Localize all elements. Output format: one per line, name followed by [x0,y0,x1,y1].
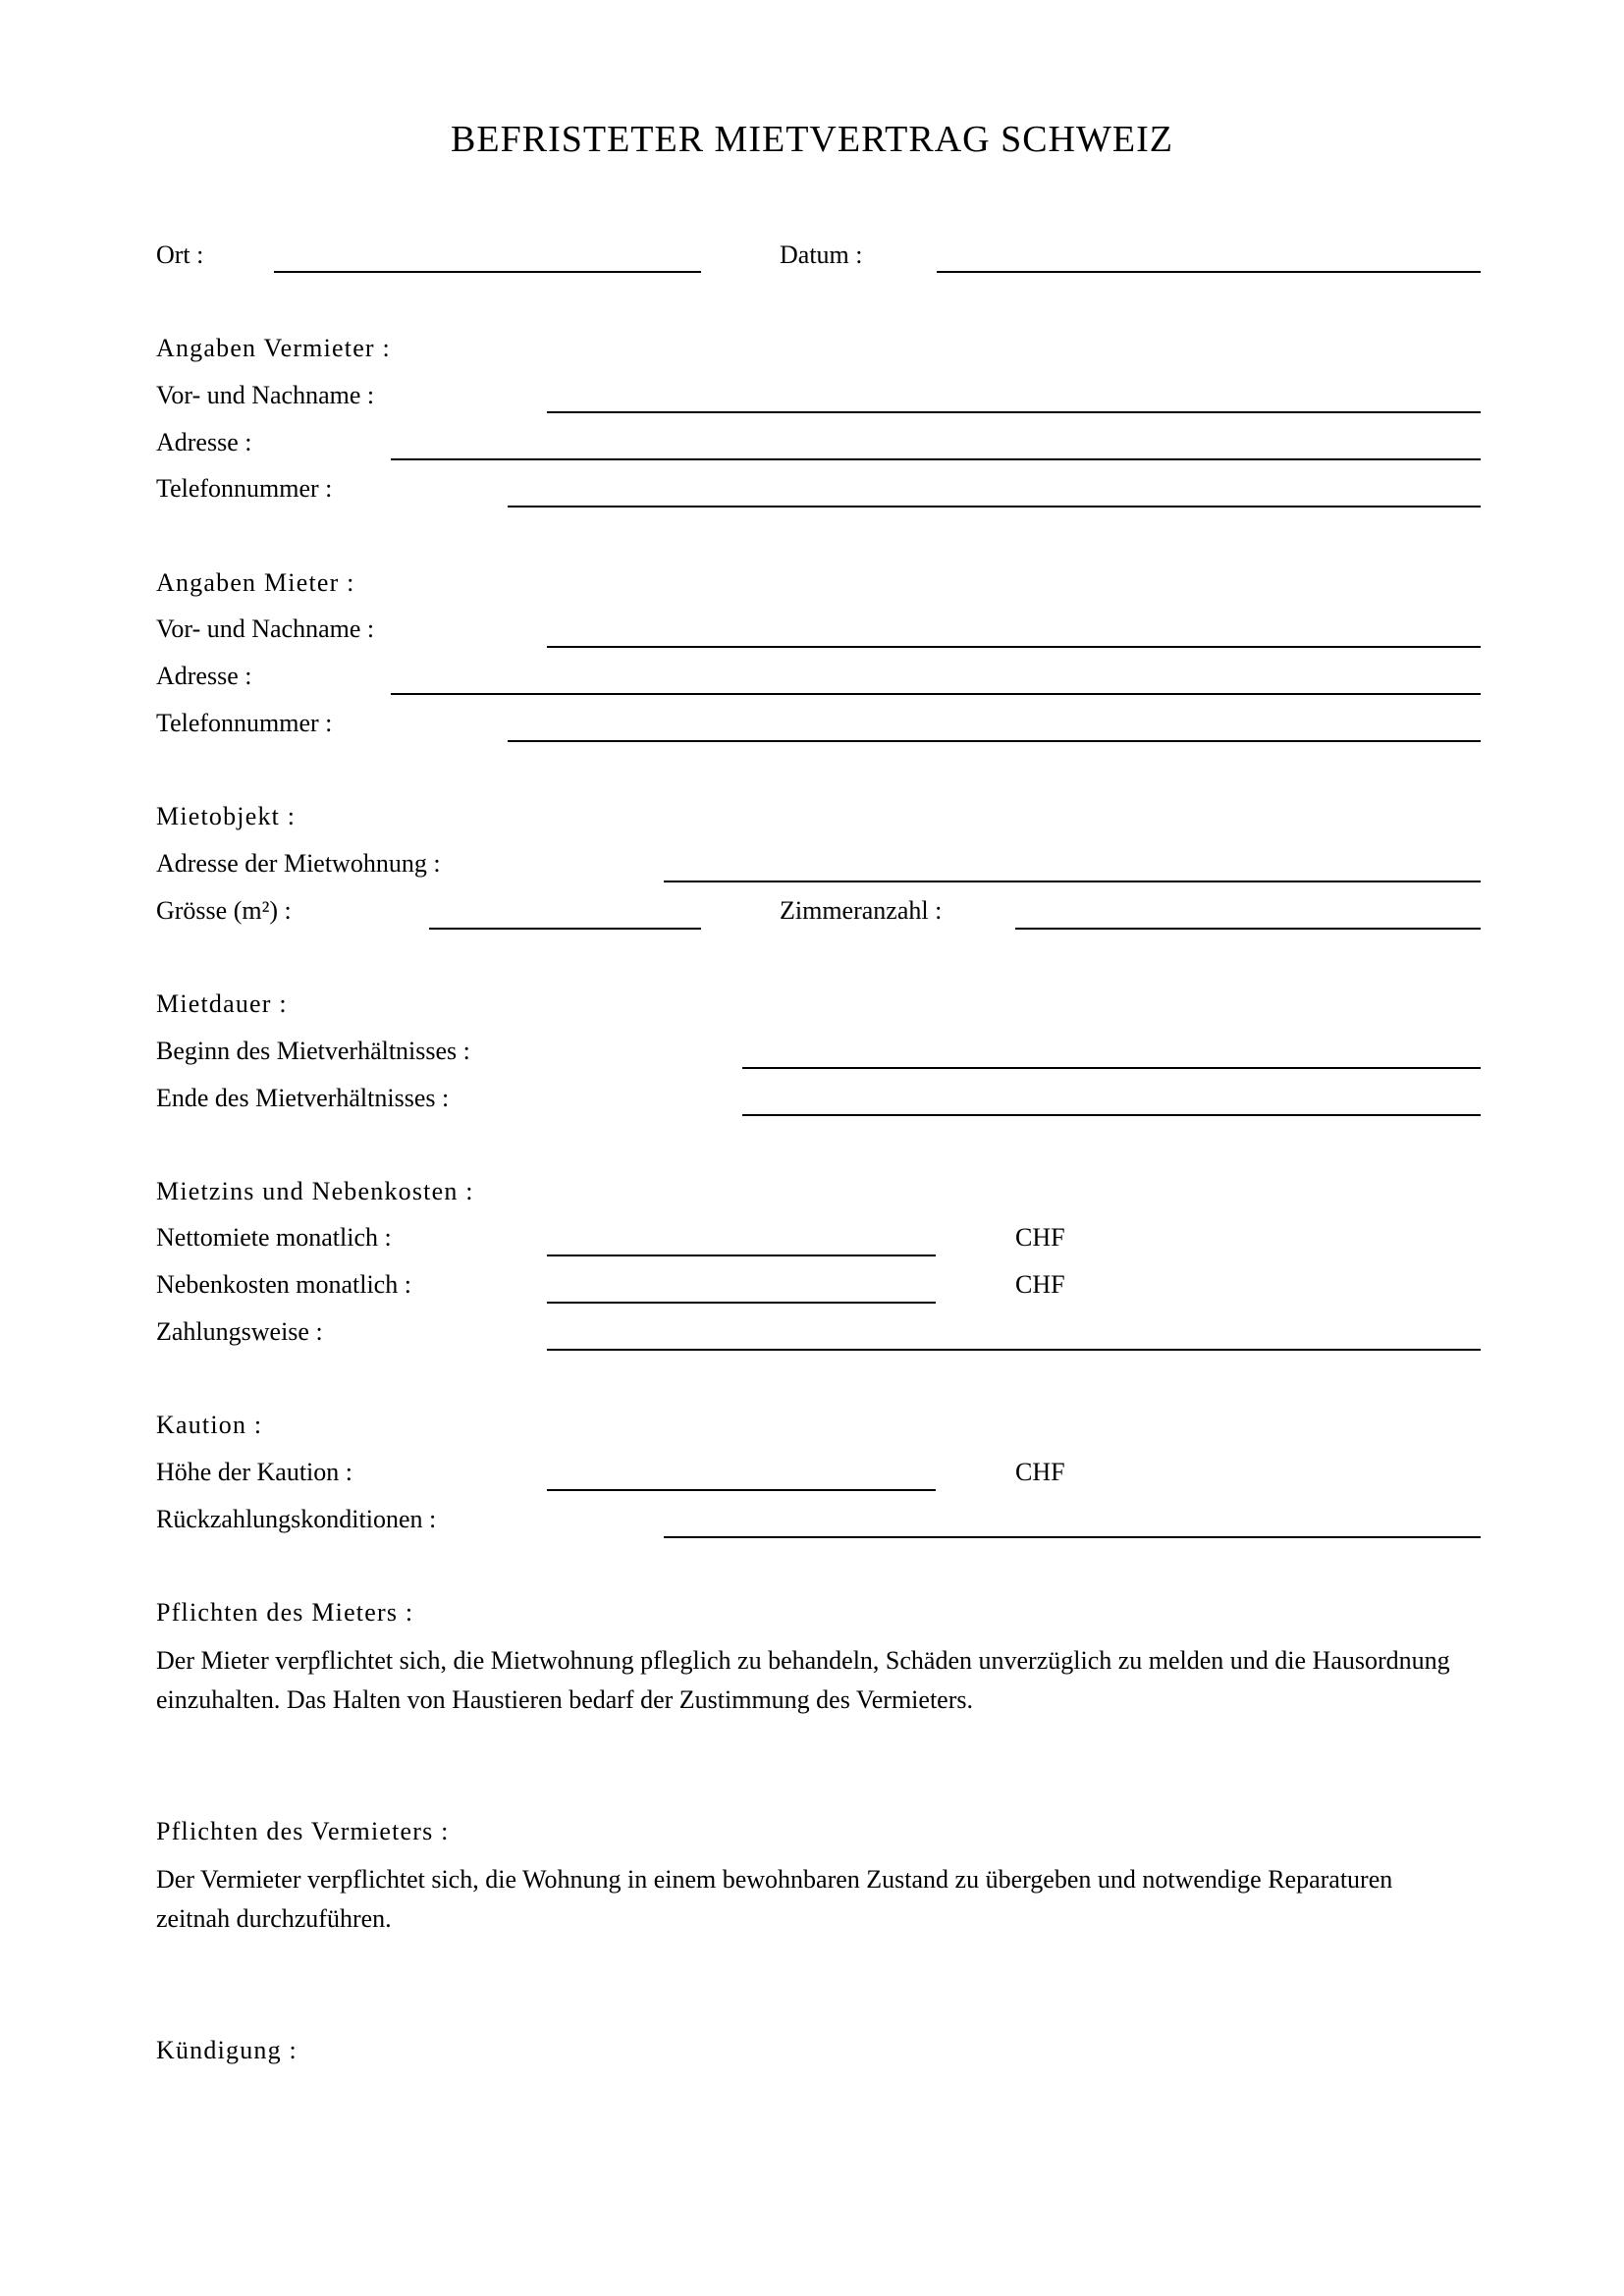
mietdauer-end-field[interactable] [742,1114,1481,1116]
zahlungsweise-label: Zahlungsweise : [156,1317,323,1346]
datum-label: Datum : [780,240,863,269]
mieter-phone-label: Telefonnummer : [156,709,333,737]
mietdauer-start-label: Beginn des Mietverhältnisses : [156,1037,470,1065]
mietobjekt-size-label: Grösse (m²) : [156,896,292,925]
kaution-currency: CHF [1015,1458,1065,1486]
vermieter-phone-label: Telefonnummer : [156,474,333,503]
mieter-name-field[interactable] [547,646,1481,648]
vermieter-address-field[interactable] [391,458,1481,460]
mietzins-heading: Mietzins und Nebenkosten : [156,1177,474,1205]
vermieter-heading: Angaben Vermieter : [156,334,391,362]
mieter-address-label: Adresse : [156,662,252,690]
mietdauer-heading: Mietdauer : [156,989,288,1018]
ort-label: Ort : [156,240,204,269]
kaution-amount-field[interactable] [547,1489,936,1491]
mietobjekt-address-field[interactable] [664,881,1481,882]
nebenkosten-label: Nebenkosten monatlich : [156,1270,411,1299]
mieter-heading: Angaben Mieter : [156,568,355,597]
mietobjekt-size-field[interactable] [429,928,701,930]
ort-field[interactable] [274,271,701,273]
kaution-heading: Kaution : [156,1411,263,1439]
pflichten-vermieter-heading: Pflichten des Vermieters : [156,1817,450,1845]
zahlungsweise-field[interactable] [547,1349,1481,1351]
mieter-address-field[interactable] [391,693,1481,695]
kaution-refund-field[interactable] [664,1536,1481,1538]
pflichten-mieter-heading: Pflichten des Mieters : [156,1598,414,1627]
vermieter-name-label: Vor- und Nachname : [156,381,375,409]
mieter-name-label: Vor- und Nachname : [156,614,375,643]
nettomiete-currency: CHF [1015,1223,1065,1252]
vermieter-address-label: Adresse : [156,428,252,456]
nettomiete-label: Nettomiete monatlich : [156,1223,392,1252]
datum-field[interactable] [937,271,1481,273]
nebenkosten-currency: CHF [1015,1270,1065,1299]
mietdauer-start-field[interactable] [742,1067,1481,1069]
document-title: BEFRISTETER MIETVERTRAG SCHWEIZ [451,119,1173,160]
vermieter-name-field[interactable] [547,411,1481,413]
mieter-phone-field[interactable] [508,740,1481,742]
nebenkosten-field[interactable] [547,1302,936,1304]
mietobjekt-rooms-field[interactable] [1015,928,1481,930]
mietobjekt-rooms-label: Zimmeranzahl : [780,896,943,925]
pflichten-vermieter-text: Der Vermieter verpflichtet sich, die Wohnung in einem bewohnbaren Zustand zu übergeben und notwendige Reparaturen zeitnah durchzuführen. [156,1865,1393,1933]
mietobjekt-address-label: Adresse der Mietwohnung : [156,849,441,878]
kaution-amount-label: Höhe der Kaution : [156,1458,353,1486]
kuendigung-heading: Kündigung : [156,2036,298,2064]
mietobjekt-heading: Mietobjekt : [156,802,297,830]
vermieter-phone-field[interactable] [508,506,1481,507]
kaution-refund-label: Rückzahlungskonditionen : [156,1505,437,1533]
mietdauer-end-label: Ende des Mietverhältnisses : [156,1084,450,1112]
pflichten-mieter-text: Der Mieter verpflichtet sich, die Mietwohnung pfleglich zu behandeln, Schäden unverzüglich zu melden und die Hausordnung einzuhalten. Das Halten von Haustieren bedarf der Zustimmung des Vermieters. [156,1646,1450,1714]
nettomiete-field[interactable] [547,1255,936,1256]
